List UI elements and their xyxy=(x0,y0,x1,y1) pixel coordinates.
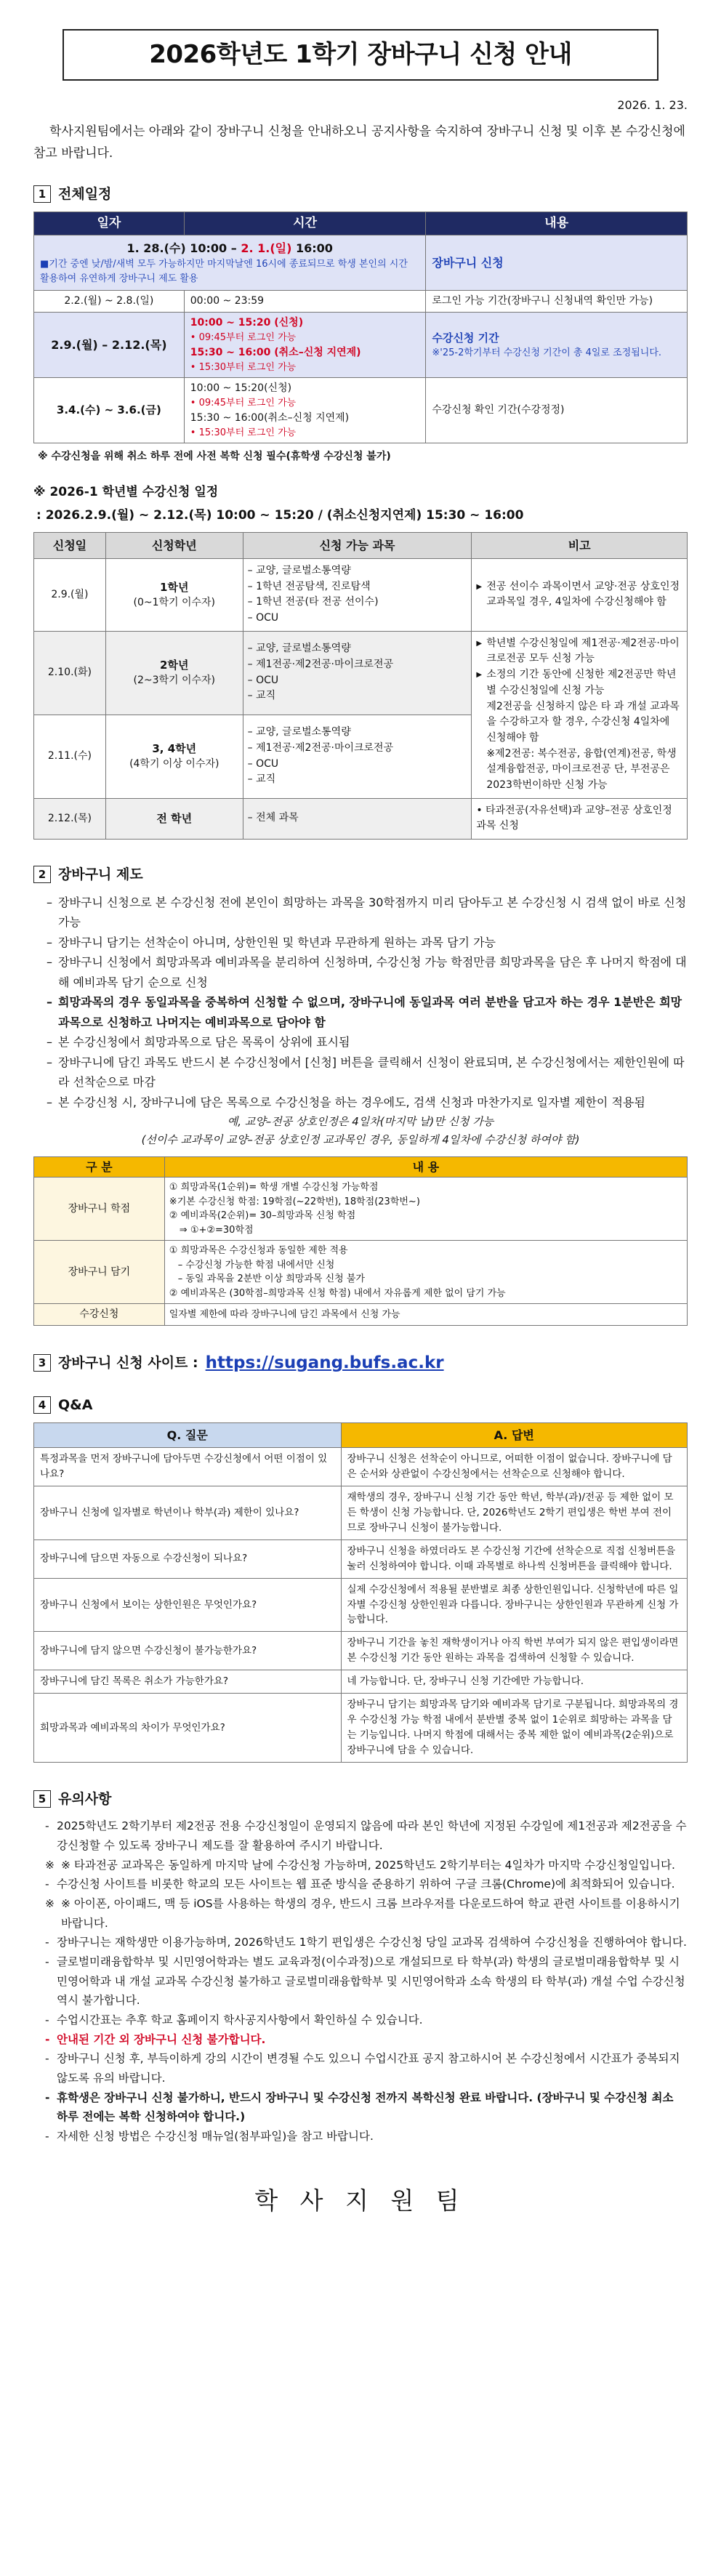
warnings-list xyxy=(45,1816,688,2146)
section-number: 5 xyxy=(33,1790,51,1808)
qa-answer: 네 가능합니다. 단, 장바구니 신청 기간에만 가능합니다. xyxy=(341,1670,687,1694)
basket-example-note: (선이수 교과목이 교양–전공 상호인정 교과목인 경우, 동일하게 4일차에 수강신청 하여야 함) xyxy=(141,1132,580,1146)
section-site-heading xyxy=(33,1351,688,1376)
grade-day: 2.11.(수) xyxy=(34,715,106,798)
schedule-date: 3.4.(수) ~ 3.6.(금) xyxy=(34,378,185,443)
grade-remark: ▶ 전공 선이수 과목이면서 교양·전공 상호인정 교과목일 경우, 4일차에 수강신청해야 함 xyxy=(472,559,688,632)
section-title: 유의사항 xyxy=(58,1790,112,1807)
grade-level: 3, 4학년 (4학기 이상 이수자) xyxy=(105,715,243,798)
column-header: 신청 가능 과목 xyxy=(243,533,472,559)
row-label: 장바구니 학점 xyxy=(34,1178,165,1241)
section-warnings-heading xyxy=(33,1789,688,1810)
grade-day: 2.9.(월) xyxy=(34,559,106,632)
basket-rules-list xyxy=(47,893,688,1113)
schedule-date: 1. 28.(수) 10:00 – 2. 1.(일) 16:00 xyxy=(126,241,333,255)
row-content: 일자별 제한에 따라 장바구니에 담긴 과목에서 신청 가능 xyxy=(164,1304,687,1326)
grade-courses: – 교양, 글로벌소통역량 – 제1전공·제2전공·마이크로전공 – OCU – 교직 xyxy=(243,715,472,798)
section-qa-heading xyxy=(33,1395,688,1416)
list-item: - 글로벌미래융합학부 및 시민영어학과는 별도 교육과정(이수과정)으로 개설되므로 타 학부(과) 학생의 글로벌미래융합학부 및 시민영어학과 내 개설 교과목 수강신청 불가하고 글로벌미래융합학부 및 시민영어학과 소속 학생의 타 학부(과) 개설 수업 수강신청 역시 불가합니다. xyxy=(45,1952,688,2011)
qa-answer: 장바구니 신청은 선착순이 아니므로, 어떠한 이점이 없습니다. 장바구니에 담은 순서와 상관없이 수강신청에서는 선착순으로 신청해야 합니다. xyxy=(341,1448,687,1486)
schedule-time: 10:00 ~ 15:20 (신청) • 09:45부터 로그인 가능 15:30 ~ 16:00 (취소–신청 지연제) • 15:30부터 로그인 가능 xyxy=(184,313,426,378)
row-content: ① 희망과목(1순위)= 학생 개별 수강신청 가능학점 ※기본 수강신청 학점: 19학점(~22학번), 18학점(23학번~) ② 예비과목(2순위)= 30–희망과목 신청 학점 ⇒ ①+②=30학점 xyxy=(164,1178,687,1241)
grade-courses: – 전체 과목 xyxy=(243,798,472,839)
grade-courses: – 교양, 글로벌소통역량 – 제1전공·제2전공·마이크로전공 – OCU – 교직 xyxy=(243,631,472,715)
column-header: 구 분 xyxy=(34,1157,165,1178)
qa-question: 장바구니 신청에 일자별로 학년이나 학부(과) 제한이 있나요? xyxy=(34,1486,342,1540)
schedule-note: ■기간 중엔 낮/밤/새벽 모두 가능하지만 마지막날엔 16시에 종료되므로 학생 본인의 시간 활용하여 유연하게 장바구니 제도 활용 xyxy=(40,259,408,284)
section-title: 전체일정 xyxy=(58,185,112,202)
list-item: - 수업시간표는 추후 학교 홈페이지 학사공지사항에서 확인하실 수 있습니다. xyxy=(45,2011,688,2030)
schedule-content: 장바구니 신청 xyxy=(426,236,688,291)
column-header: 일자 xyxy=(34,212,185,236)
schedule-note: ※ 수강신청을 위해 취소 하루 전에 사전 복학 신청 필수(휴학생 수강신청 불가) xyxy=(38,451,391,462)
column-header: 신청학년 xyxy=(105,533,243,559)
qa-question: 장바구니에 담긴 목록은 취소가 가능한가요? xyxy=(34,1670,342,1694)
column-header: 비고 xyxy=(472,533,688,559)
list-item: – 장바구니에 담긴 과목도 반드시 본 수강신청에서 [신청] 버튼을 클릭해서 신청이 완료되며, 본 수강신청에서는 제한인원에 따라 선착순으로 마감 xyxy=(47,1052,688,1092)
section-title: 장바구니 제도 xyxy=(58,866,143,882)
intro-paragraph: 학사지원팀에서는 아래와 같이 장바구니 신청을 안내하오니 공지사항을 숙지하여 장바구니 신청 및 이후 본 수강신청에 참고 바랍니다. xyxy=(33,124,685,161)
column-header: 시간 xyxy=(184,212,426,236)
schedule-cell xyxy=(34,236,426,291)
list-item: – 희망과목의 경우 동일과목을 중복하여 신청할 수 없으며, 장바구니에 동일과목 여러 분반을 담고자 하는 경우 1분반은 희망과목으로 신청하고 나머지는 예비과목으로 담아야 함 xyxy=(47,992,688,1032)
qa-answer: 장바구니 담기는 희망과목 담기와 예비과목 담기로 구분됩니다. 희망과목의 경우 수강신청 가능 학점 내에서 분반별 중복 없이 1순위로 희망하는 과목을 담는 기능입니다. 나머지 학점에 대해서는 중복 제한 없이 예비과목(2순위)으로 장바구니에 담을 수 있습니다. xyxy=(341,1694,687,1763)
qa-answer: 실제 수강신청에서 적용될 분반별로 최종 상한인원입니다. 신청학년에 따른 일자별 수강신청 상한인원과 다릅니다. 장바구니는 상한인원과 무관하게 신청 가능합니다. xyxy=(341,1578,687,1632)
list-item: - 장바구니는 재학생만 이용가능하며, 2026학년도 1학기 편입생은 수강신청 당일 교과목 검색하여 수강신청을 진행하여야 합니다. xyxy=(45,1933,688,1952)
column-header: A. 답변 xyxy=(341,1423,687,1448)
row-label: 수강신청 xyxy=(34,1304,165,1326)
qa-question: 장바구니에 담지 않으면 수강신청이 불가능한가요? xyxy=(34,1632,342,1670)
list-item: - 자세한 신청 방법은 수강신청 매뉴얼(첨부파일)을 참고 바랍니다. xyxy=(45,2127,688,2146)
list-item: – 본 수강신청 시, 장바구니에 담은 목록으로 수강신청을 하는 경우에도, 검색 신청과 마찬가지로 일자별 제한이 적용됨 xyxy=(47,1092,688,1113)
section-number: 3 xyxy=(33,1354,51,1372)
section-title: Q&A xyxy=(58,1396,93,1413)
schedule-time: 00:00 ~ 23:59 xyxy=(184,291,426,313)
grade-day: 2.12.(목) xyxy=(34,798,106,839)
list-item: – 장바구니 신청에서 희망과목과 예비과목을 분리하여 신청하며, 수강신청 가능 학점만큼 희망과목을 담은 후 나머지 학점에 대해 예비과목 담기 순으로 신청 xyxy=(47,952,688,992)
schedule-date: 2.2.(월) ~ 2.8.(일) xyxy=(34,291,185,313)
grade-level: 2학년 (2~3학기 이수자) xyxy=(105,631,243,715)
section-schedule-heading xyxy=(33,184,688,205)
qa-question: 장바구니 신청에서 보이는 상한인원은 무엇인가요? xyxy=(34,1578,342,1632)
qa-table xyxy=(33,1422,688,1763)
schedule-date: 2.9.(월) – 2.12.(목) xyxy=(34,313,185,378)
list-item: - 휴학생은 장바구니 신청 불가하니, 반드시 장바구니 및 수강신청 전까지 복학신청 완료 바랍니다. (장바구니 및 수강신청 최소 하루 전에는 복학 신청하여야 합니다.) xyxy=(45,2088,688,2127)
schedule-time: 10:00 ~ 15:20(신청) • 09:45부터 로그인 가능 15:30 ~ 16:00(취소–신청 지연제) • 15:30부터 로그인 가능 xyxy=(184,378,426,443)
list-item: - 장바구니 신청 후, 부득이하게 강의 시간이 변경될 수도 있으니 수업시간표 공지 참고하시어 본 수강신청에서 시간표가 중복되지 않도록 유의 바랍니다. xyxy=(45,2049,688,2088)
footer-department: 학 사 지 원 팀 xyxy=(254,2186,467,2215)
section-number: 2 xyxy=(33,866,51,883)
grade-day: 2.10.(화) xyxy=(34,631,106,715)
qa-question: 희망과목과 예비과목의 차이가 무엇인가요? xyxy=(34,1694,342,1763)
qa-answer: 장바구니 기간을 놓친 재학생이거나 아직 학번 부여가 되지 않은 편입생이라면 본 수강신청 기간 동안 원하는 과목을 검색하여 신청할 수 있습니다. xyxy=(341,1632,687,1670)
column-header: 내용 xyxy=(426,212,688,236)
list-item: ※ ※ 타과전공 교과목은 동일하게 마지막 날에 수강신청 가능하며, 2025학년도 2학기부터는 4일차가 마지막 수강신청일입니다. xyxy=(45,1856,688,1875)
list-item: – 장바구니 담기는 선착순이 아니며, 상한인원 및 학년과 무관하게 원하는 과목 담기 가능 xyxy=(47,933,688,953)
section-title: 장바구니 신청 사이트 : xyxy=(58,1355,198,1372)
grade-schedule-table xyxy=(33,532,688,840)
section-basket-heading xyxy=(33,864,688,885)
grade-period-title: ※ 2026-1 학년별 수강신청 일정 xyxy=(33,485,219,499)
qa-question: 특정과목을 먼저 장바구니에 담아두면 수강신청에서 어떤 이점이 있나요? xyxy=(34,1448,342,1486)
section-number: 1 xyxy=(33,185,51,203)
sugang-site-link[interactable]: https://sugang.bufs.ac.kr xyxy=(205,1353,444,1373)
row-content: ① 희망과목은 수강신청과 동일한 제한 적용 – 수강신청 가능한 학점 내에서만 신청 – 동일 과목을 2분반 이상 희망과목 신청 불가 ② 예비과목은 (30학점–희망과목 신청 학점) 내에서 자유롭게 제한 없이 담기 가능 xyxy=(164,1241,687,1304)
grade-remark: • 타과전공(자유선택)과 교양–전공 상호인정 과목 신청 xyxy=(472,798,688,839)
grade-remark: ▶ 학년별 수강신청일에 제1전공·제2전공·마이크로전공 모두 신청 가능 ▶ 소정의 기간 동안에 신청한 제2전공만 학년별 수강신청일에 신청 가능 제2전공을 신청하지 않은 타 과 개설 교과목을 수강하고자 할 경우, 수강신청 4일차에 신청해야 함 ※제2전공: 복수전공, 융합(연계)전공, 학생설계융합전공, 마이크로전공 단, 부전공은 2023학번이하만 신청 가능 xyxy=(472,631,688,798)
grade-level: 1학년 (0~1학기 이수자) xyxy=(105,559,243,632)
column-header: Q. 질문 xyxy=(34,1423,342,1448)
list-item: - 수강신청 사이트를 비롯한 학교의 모든 사이트는 웹 표준 방식을 준용하기 위하여 구글 크롬(Chrome)에 최적화되어 있습니다. xyxy=(45,1875,688,1894)
grade-level: 전 학년 xyxy=(105,798,243,839)
notice-date: 2026. 1. 23. xyxy=(617,98,688,112)
qa-question: 장바구니에 담으면 자동으로 수강신청이 되나요? xyxy=(34,1539,342,1578)
list-item: – 장바구니 신청으로 본 수강신청 전에 본인이 희망하는 과목을 30학점까지 미리 담아두고 본 수강신청 시 검색 없이 바로 신청 가능 xyxy=(47,893,688,933)
list-item: – 본 수강신청에서 희망과목으로 담은 목록이 상위에 표시됨 xyxy=(47,1032,688,1052)
column-header: 신청일 xyxy=(34,533,106,559)
qa-answer: 장바구니 신청을 하였더라도 본 수강신청 기간에 선착순으로 직접 신청버튼을 눌러 신청하여야 합니다. 이때 과목별로 하나씩 신청버튼을 클릭해야 합니다. xyxy=(341,1539,687,1578)
column-header: 내 용 xyxy=(164,1157,687,1178)
list-item: ※ ※ 아이폰, 아이패드, 맥 등 iOS를 사용하는 학생의 경우, 반드시 크롬 브라우저를 다운로드하여 학교 관련 사이트를 이용하시기 바랍니다. xyxy=(45,1894,688,1933)
basket-example-note: 예, 교양–전공 상호인정은 4일차(마지막 날)만 신청 가능 xyxy=(227,1115,494,1129)
page-title: 2026학년도 1학기 장바구니 신청 안내 xyxy=(63,29,658,81)
section-number: 4 xyxy=(33,1396,51,1414)
list-item: - 안내된 기간 외 장바구니 신청 불가합니다. xyxy=(45,2030,688,2050)
grade-period-subtitle: : 2026.2.9.(월) ~ 2.12.(목) 10:00 ~ 15:20 / (취소신청지연제) 15:30 ~ 16:00 xyxy=(36,507,524,523)
schedule-content: 수강신청 기간 ※'25-2학기부터 수강신청 기간이 총 4일로 조정됩니다. xyxy=(426,313,688,378)
grade-courses: – 교양, 글로벌소통역량 – 1학년 전공탐색, 진로탐색 – 1학년 전공(타 전공 선이수) – OCU xyxy=(243,559,472,632)
schedule-content: 로그인 가능 기간(장바구니 신청내역 확인만 가능) xyxy=(426,291,688,313)
schedule-content: 수강신청 확인 기간(수강정정) xyxy=(426,378,688,443)
list-item: - 2025학년도 2학기부터 제2전공 전용 수강신청일이 운영되지 않음에 따라 본인 학년에 지정된 수강일에 제1전공과 제2전공을 수강신청할 수 있도록 장바구니 제도를 잘 활용하여 주시기 바랍니다. xyxy=(45,1816,688,1855)
schedule-table xyxy=(33,212,688,443)
row-label: 장바구니 담기 xyxy=(34,1241,165,1304)
qa-answer: 재학생의 경우, 장바구니 신청 기간 동안 학년, 학부(과)/전공 등 제한 없이 모든 학생이 신청 가능합니다. 단, 2026학년도 2학기 편입생은 학번 부여 전이므로 장바구니 신청이 불가능합니다. xyxy=(341,1486,687,1540)
basket-detail-table xyxy=(33,1156,688,1326)
